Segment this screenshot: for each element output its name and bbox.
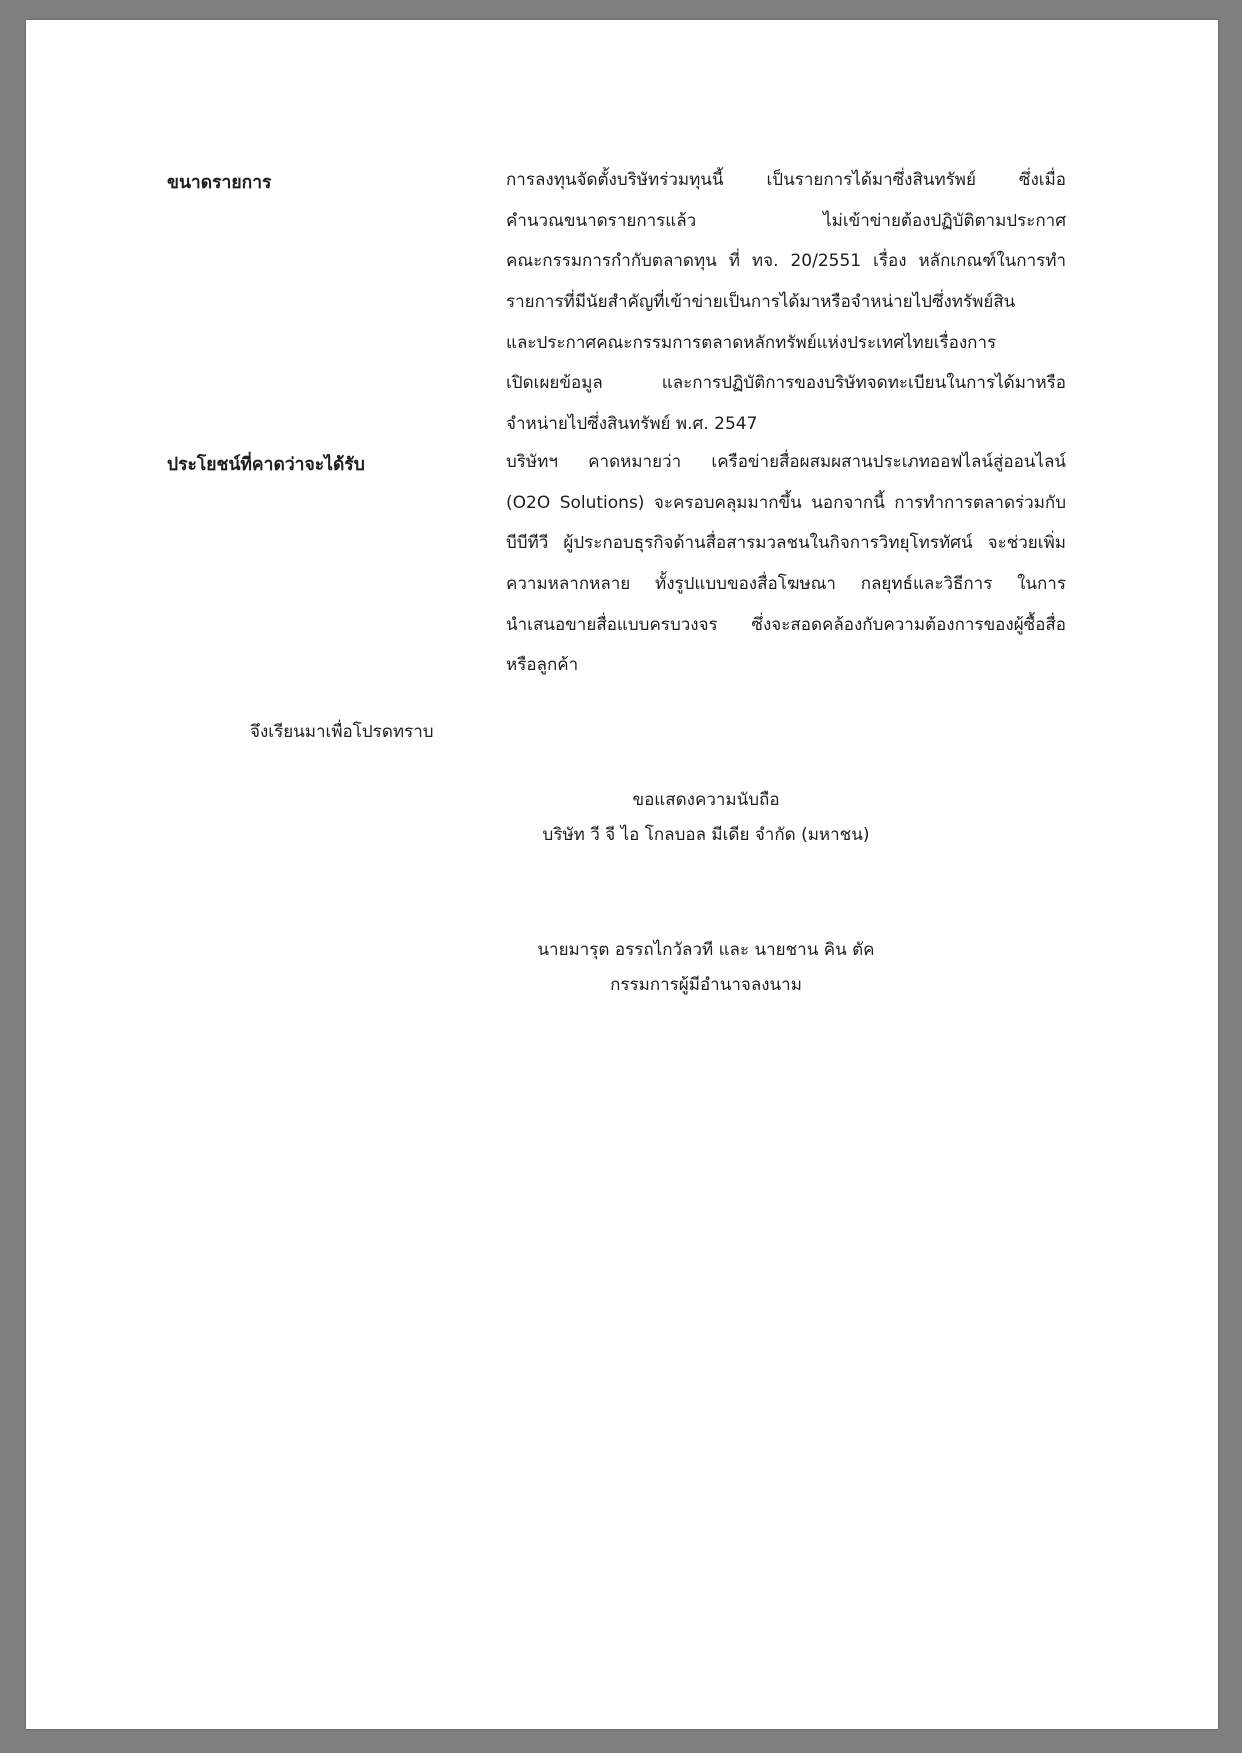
transaction-size-body bbox=[506, 168, 1066, 453]
signatory-title: กรรมการผู้มีอำนาจลงนาม bbox=[610, 975, 802, 995]
paragraph-line: รายการที่มีนัยสำคัญที่เข้าข่ายเป็นการได้มาหรือจำหน่ายไปซึ่งทรัพย์สิน bbox=[506, 292, 1016, 313]
paragraph-line: บริษัทฯ คาดหมายว่า เครือข่ายสื่อผสมผสานประเภทออฟไลน์สู่ออนไลน์ bbox=[506, 452, 1066, 472]
paragraph-line: และประกาศคณะกรรมการตลาดหลักทรัพย์แห่งประเทศไทยเรื่องการ bbox=[506, 332, 997, 353]
closing-text: จึงเรียนมาเพื่อโปรดทราบ bbox=[250, 722, 434, 742]
paragraph-line: (O2O Solutions) จะครอบคลุมมากขึ้น นอกจากนี้ การทำการตลาดร่วมกับ bbox=[506, 492, 1066, 513]
signature-block bbox=[456, 788, 956, 847]
document-page bbox=[26, 20, 1218, 1729]
paragraph-line: จำหน่ายไปซึ่งสินทรัพย์ พ.ศ. 2547 bbox=[506, 414, 758, 435]
expected-benefits-body bbox=[506, 450, 1066, 694]
paragraph-line: บีบีทีวี ผู้ประกอบธุรกิจด้านสื่อสารมวลชนในกิจการวิทยุโทรทัศน์ จะช่วยเพิ่ม bbox=[506, 533, 1066, 554]
signatory-names: นายมารุต อรรถไกวัลวที และ นายชาน คิน ตัค bbox=[537, 940, 875, 960]
paragraph-line: การลงทุนจัดตั้งบริษัทร่วมทุนนี้ เป็นรายการได้มาซึ่งสินทรัพย์ ซึ่งเมื่อ bbox=[506, 170, 1066, 190]
transaction-size-heading: ขนาดรายการ bbox=[167, 173, 272, 193]
paragraph-line: เปิดเผยข้อมูล และการปฏิบัติการของบริษัทจดทะเบียนในการได้มาหรือ bbox=[506, 373, 1066, 394]
paragraph-line: หรือลูกค้า bbox=[506, 655, 579, 676]
company-name: บริษัท วี จี ไอ โกลบอล มีเดีย จำกัด (มหาชน) bbox=[542, 825, 870, 845]
paragraph-line: ความหลากหลาย ทั้งรูปแบบของสื่อโฆษณา กลยุทธ์และวิธีการ ในการ bbox=[506, 574, 1066, 595]
expected-benefits-heading: ประโยชน์ที่คาดว่าจะได้รับ bbox=[167, 455, 365, 475]
paragraph-line: คณะกรรมการกำกับตลาดทุน ที่ ทจ. 20/2551 เรื่อง หลักเกณฑ์ในการทำ bbox=[506, 251, 1066, 272]
paragraph-line: คำนวณขนาดรายการแล้ว ไม่เข้าข่ายต้องปฏิบัติตามประกาศ bbox=[506, 210, 1066, 231]
paragraph-line: นำเสนอขายสื่อแบบครบวงจร ซึ่งจะสอดคล้องกับความต้องการของผู้ซื้อสื่อ bbox=[506, 614, 1066, 635]
signatory-block bbox=[456, 938, 956, 997]
salutation: ขอแสดงความนับถือ bbox=[632, 790, 780, 810]
